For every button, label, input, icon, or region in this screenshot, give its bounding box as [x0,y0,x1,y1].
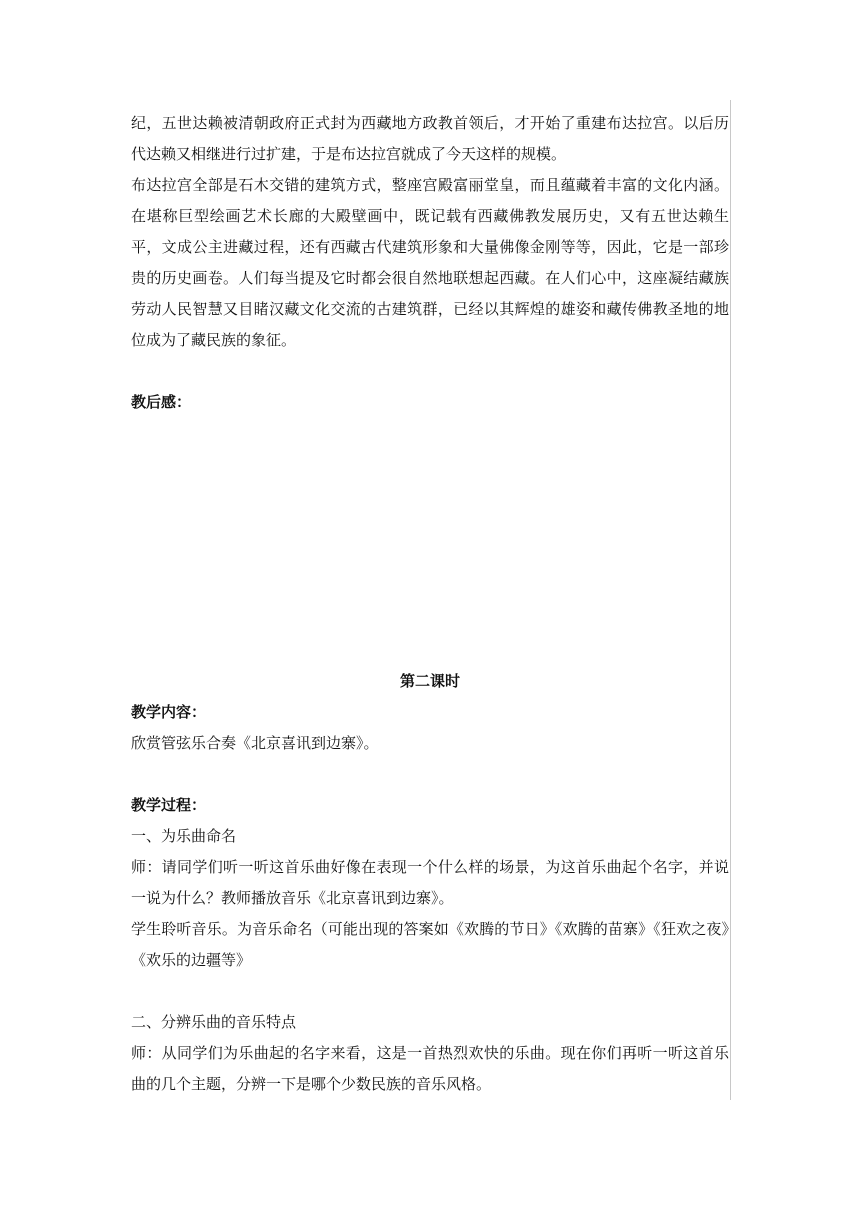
reflection-label: 教后感： [131,393,192,411]
content-text: 欣赏管弦乐合奏《北京喜讯到边寨》。 [131,734,379,752]
paragraph-potala-history: 纪，五世达赖被清朝政府正式封为西藏地方政教首领后，才开始了重建布达拉宫。以后历代达赖又相继进行过扩建，于是布达拉宫就成了今天这样的规模。 [131,114,729,163]
step1-teacher: 师：请同学们听一听这首乐曲好像在表现一个什么样的场景，为这首乐曲起个名字，并说一说为什么？教师播放音乐《北京喜讯到边寨》。 [131,858,729,907]
lesson-title: 第二课时 [399,672,460,690]
step1-student: 学生聆听音乐。为音乐命名（可能出现的答案如《欢腾的节日》《欢腾的苗寨》《狂欢之夜》《欢乐的边疆等》 [131,920,729,969]
step2-title: 二、分辨乐曲的音乐特点 [131,1013,297,1031]
page-right-border [730,100,731,1100]
document-body [131,108,729,1100]
process-label: 教学过程： [131,796,207,814]
content-label: 教学内容： [131,703,207,721]
step1-title: 一、为乐曲命名 [131,827,237,845]
paragraph-potala-architecture: 布达拉宫全部是石木交错的建筑方式，整座宫殿富丽堂皇，而且蕴藏着丰富的文化内涵。在堪称巨型绘画艺术长廊的大殿壁画中，既记载有西藏佛教发展历史，又有五世达赖生平，文成公主进藏过程，还有西藏古代建筑形象和大量佛像金刚等等，因此，它是一部珍贵的历史画卷。人们每当提及它时都会很自然地联想起西藏。在人们心中，这座凝结藏族劳动人民智慧又目睹汉藏文化交流的古建筑群，已经以其辉煌的雄姿和藏传佛教圣地的地位成为了藏民族的象征。 [131,176,729,349]
step2-teacher: 师：从同学们为乐曲起的名字来看，这是一首热烈欢快的乐曲。现在你们再听一听这首乐曲的几个主题，分辨一下是哪个少数民族的音乐风格。 [131,1044,729,1093]
